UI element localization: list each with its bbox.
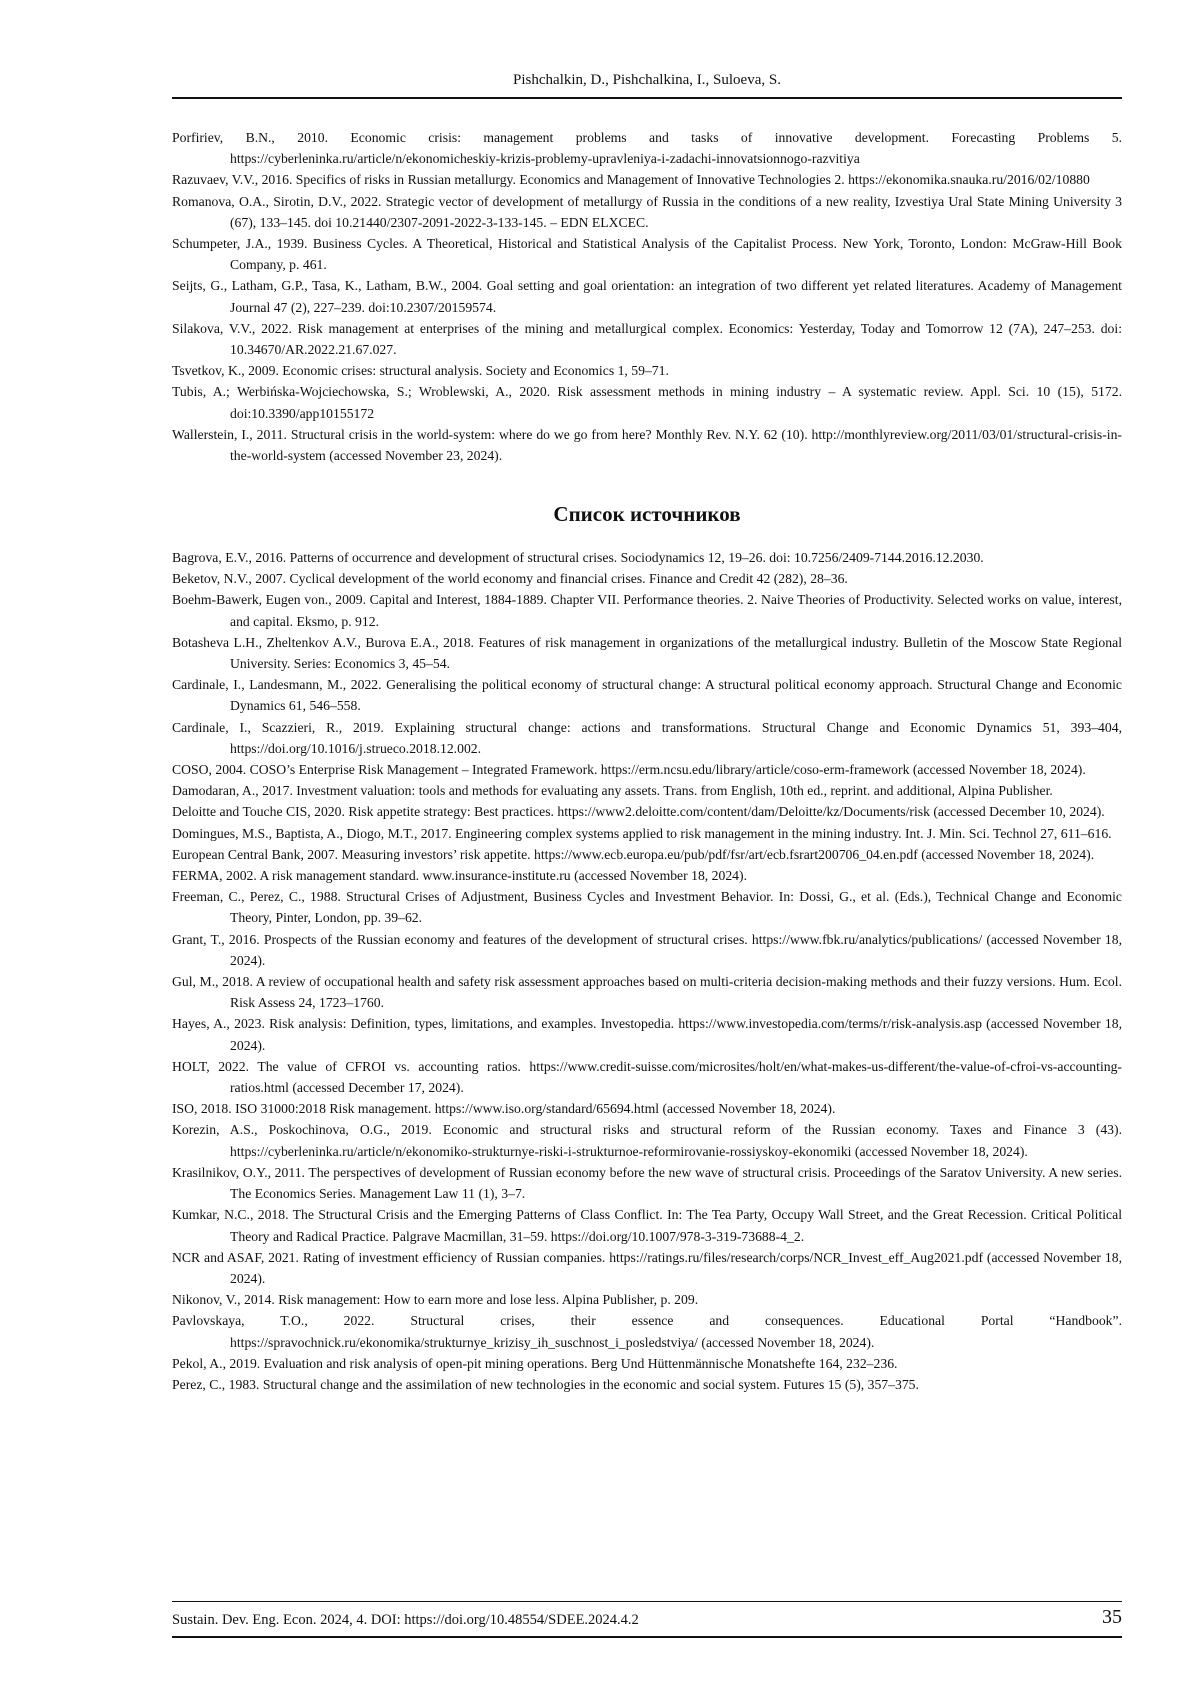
reference-item: Korezin, A.S., Poskochinova, O.G., 2019. Economic and structural risks and structural reform of the Russian economy. Taxes and Finance 3 (43). https://cyberleninka.ru/article/n/ekonomiko-strukturnye-riski-i-strukturnoe-reformirovanie-rossiyskoy-ekonomiki (accessed November 18, 2024). bbox=[172, 1122, 1122, 1159]
reference-item: Botasheva L.H., Zheltenkov A.V., Burova E.A., 2018. Features of risk management in organizations of the metallurgical industry. Bulletin of the Moscow State Regional University. Series: Economics 3, 45–54. bbox=[172, 634, 1122, 672]
reference-item: Hayes, A., 2023. Risk analysis: Definition, types, limitations, and examples. Investopedia. https://www.investopedia.com/terms/r/risk-analysis.asp (accessed November 18, 2024). bbox=[172, 1016, 1122, 1053]
reference-item: Gul, M., 2018. A review of occupational health and safety risk assessment approaches based on multi-criteria decision-making methods and their fuzzy versions. Hum. Ecol. Risk Assess 24, 1723–1760. bbox=[172, 974, 1122, 1011]
reference-item: Kumkar, N.C., 2018. The Structural Crisis and the Emerging Patterns of Class Conflict. In: The Tea Party, Occupy Wall Street, and the Great Recession. Critical Political Theory and Radical Practice. Palgrave Macmillan, 31–59. https://doi.org/10.1007/978-3-319-73688-4_2. bbox=[172, 1207, 1122, 1244]
reference-item: Seijts, G., Latham, G.P., Tasa, K., Latham, B.W., 2004. Goal setting and goal orientation: an integration of two different yet related literatures. Academy of Management Journal 47 (2), 227–239. doi:10.2307/20159574. bbox=[172, 278, 1122, 315]
reference-item: Wallerstein, I., 2011. Structural crisis in the world-system: where do we go from here? Monthly Rev. N.Y. 62 (10). http://monthlyreview.org/2011/03/01/structural-crisis-in-the-world-system (accessed November 23, 2024). bbox=[172, 426, 1122, 464]
reference-item: COSO, 2004. COSO’s Enterprise Risk Management – Integrated Framework. https://erm.ncsu.edu/library/article/coso-erm-framework (accessed November 18, 2024). bbox=[172, 762, 1086, 778]
reference-item: Damodaran, A., 2017. Investment valuation: tools and methods for evaluating any assets. Trans. from English, 10th ed., reprint. and additional, Alpina Publisher. bbox=[172, 783, 1053, 799]
header-rule bbox=[172, 97, 1122, 99]
reference-item: Bagrova, E.V., 2016. Patterns of occurrence and development of structural crises. Sociodynamics 12, 19–26. doi: 10.7256/2409-7144.2016.12.2030. bbox=[172, 550, 984, 565]
reference-item: Porfiriev, B.N., 2010. Economic crisis: management problems and tasks of innovative development. Forecasting Problems 5. https://cyberleninka.ru/article/n/ekonomicheskiy-krizis-problemy-upravleniya-i-zadachi-innovatsionnogo-razvitiya bbox=[172, 130, 1122, 167]
reference-item: Domingues, M.S., Baptista, A., Diogo, M.T., 2017. Engineering complex systems applied to risk management in the mining industry. Int. J. Min. Sci. Technol 27, 611–616. bbox=[172, 825, 1112, 841]
running-header: Pishchalkin, D., Pishchalkina, I., Suloeva, S. bbox=[513, 72, 781, 88]
reference-item: NCR and ASAF, 2021. Rating of investment efficiency of Russian companies. https://ratings.ru/files/research/corps/NCR_Invest_eff_Aug2021.pdf (accessed November 18, 2024). bbox=[172, 1249, 1122, 1286]
reference-item: Deloitte and Touche CIS, 2020. Risk appetite strategy: Best practices. https://www2.deloitte.com/content/dam/Deloitte/kz/Documents/risk (accessed December 10, 2024). bbox=[172, 804, 1105, 820]
reference-item: Cardinale, I., Scazzieri, R., 2019. Explaining structural change: actions and transformations. Structural Change and Economic Dynamics 51, 393–404, https://doi.org/10.1016/j.strueco.2018.12.002. bbox=[172, 719, 1122, 756]
reference-item: FERMA, 2002. A risk management standard. www.insurance-institute.ru (accessed November 18, 2024). bbox=[172, 868, 747, 884]
reference-item: Schumpeter, J.A., 1939. Business Cycles. A Theoretical, Historical and Statistical Analysis of the Capitalist Process. New York, Toronto, London: McGraw-Hill Book Company, p. 461. bbox=[172, 236, 1122, 273]
reference-item: Silakova, V.V., 2022. Risk management at enterprises of the mining and metallurgical complex. Economics: Yesterday, Today and Tomorrow 12 (7A), 247–253. doi: 10.34670/AR.2022.21.67.027. bbox=[172, 320, 1122, 358]
footer-bottom-rule bbox=[172, 1636, 1122, 1638]
reference-item: Razuvaev, V.V., 2016. Specifics of risks in Russian metallurgy. Economics and Management of Innovative Technologies 2. https://ekonomika.snauka.ru/2016/02/10880 bbox=[172, 172, 1090, 188]
reference-item: Beketov, N.V., 2007. Cyclical development of the world economy and financial crises. Finance and Credit 42 (282), 28–36. bbox=[172, 571, 848, 587]
reference-item: Tsvetkov, K., 2009. Economic crises: structural analysis. Society and Economics 1, 59–71. bbox=[172, 363, 669, 379]
references-list-continued bbox=[172, 127, 1122, 466]
reference-item: Freeman, C., Perez, C., 1988. Structural Crises of Adjustment, Business Cycles and Investment Behavior. In: Dossi, G., et al. (Eds.), Technical Change and Economic Theory, Pinter, London, pp. 39–62. bbox=[172, 889, 1122, 926]
reference-item: Krasilnikov, O.Y., 2011. The perspectives of development of Russian economy before the new wave of structural crisis. Proceedings of the Saratov University. A new series. The Economics Series. Management Law 11 (1), 3–7. bbox=[172, 1164, 1122, 1202]
reference-item: Grant, T., 2016. Prospects of the Russian economy and features of the development of structural crises. https://www.fbk.ru/analytics/publications/ (accessed November 18, 2024). bbox=[172, 931, 1122, 968]
reference-item: Tubis, A.; Werbińska-Wojciechowska, S.; Wroblewski, A., 2020. Risk assessment methods in mining industry – A systematic review. Appl. Sci. 10 (15), 5172. doi:10.3390/app10155172 bbox=[172, 384, 1122, 421]
reference-item: Boehm-Bawerk, Eugen von., 2009. Capital and Interest, 1884-1889. Chapter VII. Performance theories. 2. Naive Theories of Productivity. Selected works on value, interest, and capital. Eksmo, p. 912. bbox=[172, 592, 1122, 629]
references-list-sources bbox=[172, 547, 1122, 1395]
page-number: 35 bbox=[1102, 1606, 1122, 1628]
reference-item: Nikonov, V., 2014. Risk management: How to earn more and lose less. Alpina Publisher, p. 209. bbox=[172, 1292, 699, 1308]
reference-item: ISO, 2018. ISO 31000:2018 Risk management. https://www.iso.org/standard/65694.html (accessed November 18, 2024). bbox=[172, 1101, 836, 1117]
reference-item: Pavlovskaya, T.O., 2022. Structural crises, their essence and consequences. Educational Portal “Handbook”. https://spravochnick.ru/ekonomika/strukturnye_krizisy_ih_suschnost_i_posledstviya/ (accessed November 18, 2024). bbox=[172, 1313, 1122, 1350]
reference-item: Cardinale, I., Landesmann, M., 2022. Generalising the political economy of structural change: A structural political economy approach. Structural Change and Economic Dynamics 61, 546–558. bbox=[172, 677, 1122, 714]
reference-item: European Central Bank, 2007. Measuring investors’ risk appetite. https://www.ecb.europa.eu/pub/pdf/fsr/art/ecb.fsrart200706_04.en.pdf (accessed November 18, 2024). bbox=[172, 846, 1095, 862]
footer-rule bbox=[172, 1601, 1122, 1602]
reference-item: Romanova, O.A., Sirotin, D.V., 2022. Strategic vector of development of metallurgy of Russia in the conditions of a new reality, Izvestiya Ural State Mining University 3 (67), 133–145. doi 10.21440/2307-2091-2022-3-133-145. – EDN ELXCEC. bbox=[172, 193, 1122, 230]
footer-citation: Sustain. Dev. Eng. Econ. 2024, 4. DOI: https://doi.org/10.48554/SDEE.2024.4.2 bbox=[172, 1612, 639, 1628]
reference-item: Perez, C., 1983. Structural change and the assimilation of new technologies in the economic and social system. Futures 15 (5), 357–375. bbox=[172, 1376, 919, 1392]
reference-item: Pekol, A., 2019. Evaluation and risk analysis of open-pit mining operations. Berg Und Hüttenmännische Monatshefte 164, 232–236. bbox=[172, 1355, 898, 1371]
section-title: Список источников bbox=[553, 502, 741, 526]
reference-item: HOLT, 2022. The value of CFROI vs. accounting ratios. https://www.credit-suisse.com/microsites/holt/en/what-makes-us-different/the-value-of-cfroi-vs-accounting-ratios.html (accessed December 17, 2024). bbox=[172, 1058, 1122, 1096]
